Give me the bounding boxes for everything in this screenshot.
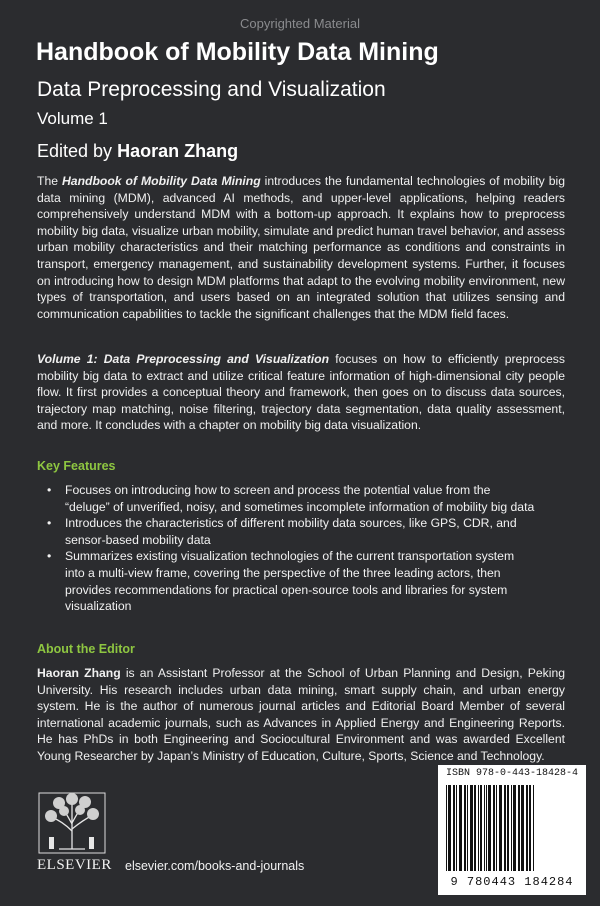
- barcode-digits: 9 780443 184284: [450, 875, 574, 889]
- book-subtitle: Data Preprocessing and Visualization: [37, 78, 386, 101]
- bullet-icon: •: [47, 549, 52, 564]
- book-title: Handbook of Mobility Data Mining: [36, 38, 439, 66]
- edited-by-label: Edited by: [37, 141, 113, 161]
- elsevier-tree-icon: [37, 791, 107, 855]
- list-item: [37, 482, 537, 515]
- barcode-bar: [526, 785, 528, 871]
- editor-line: [37, 141, 238, 162]
- bullet-icon: •: [47, 516, 52, 531]
- barcode-bar: [464, 785, 466, 871]
- key-features-list: [37, 482, 537, 615]
- barcode-bars: [444, 785, 580, 873]
- about-editor-heading: About the Editor: [37, 642, 135, 656]
- barcode-bar: [478, 785, 479, 871]
- publisher-url[interactable]: elsevier.com/books-and-journals: [125, 859, 305, 873]
- barcode-bar: [521, 785, 524, 871]
- list-item: [37, 515, 537, 548]
- intro-lead: The: [37, 174, 62, 188]
- barcode-bar: [529, 785, 531, 871]
- about-editor-name: Haoran Zhang: [37, 666, 121, 680]
- barcode-bar: [480, 785, 482, 871]
- about-editor-paragraph: [37, 665, 565, 765]
- barcode-bar: [486, 785, 487, 871]
- barcode-bar: [459, 785, 462, 871]
- isbn-label: ISBN 978-0-443-18428-4: [445, 768, 579, 779]
- barcode-bar: [499, 785, 502, 871]
- barcode-bar: [446, 785, 447, 871]
- barcode-bar: [488, 785, 491, 871]
- editor-name: Haoran Zhang: [117, 141, 239, 161]
- watermark: Copyrighted Material: [240, 16, 360, 31]
- barcode-bar: [470, 785, 473, 871]
- intro-paragraph: [37, 173, 565, 322]
- book-volume: Volume 1: [37, 109, 108, 128]
- barcode-bar: [448, 785, 451, 871]
- volume-title-ref: Volume 1: Data Preprocessing and Visualization: [37, 352, 330, 366]
- barcode-bar: [467, 785, 468, 871]
- barcode-bar: [513, 785, 516, 871]
- about-editor-text: is an Assistant Professor at the School of Urban Planning and Design, Peking University. His research includes urban data mining, smart supply chain, and urban energy system. He is the author of numerous journal articles and Editorial Board Member of several international academic journals, such as Advances in Applied Energy and Engineering Reports. He has PhDs in both Engineering and Sociocultural Environment and was awarded Excellent Young Researcher by Japan’s Ministry of Education, Culture, Sports, Science and Technology.: [37, 666, 566, 763]
- barcode: [438, 765, 586, 895]
- barcode-bar: [474, 785, 476, 871]
- intro-title-ref: Handbook of Mobility Data Mining: [61, 174, 261, 188]
- barcode-bar: [493, 785, 495, 871]
- key-features-heading: Key Features: [37, 459, 116, 473]
- barcode-bar: [456, 785, 457, 871]
- barcode-bar: [518, 785, 520, 871]
- volume-paragraph: [37, 351, 565, 434]
- volume-text: focuses on how to efficiently preprocess mobility big data to extract and utilize critical feature information of high-dimensional city people flow. It first provides a conceptual theory and framework, then goes on to discuss data sources, trajectory map matching, noise filtering, trajectory data segmentation, data quality assessment, and more. It concludes with a chapter on mobility big data visualization.: [37, 352, 565, 433]
- barcode-bar: [496, 785, 497, 871]
- barcode-bar: [507, 785, 509, 871]
- list-item: [37, 548, 537, 614]
- barcode-bar: [533, 785, 534, 871]
- feature-text: Introduces the characteristics of different mobility data sources, like GPS, CDR, and sensor-based mobility data: [65, 516, 517, 547]
- feature-text: Focuses on introducing how to screen and process the potential value from the “deluge” of unverified, noisy, and sometimes incomplete information of mobility big data: [65, 483, 535, 514]
- feature-text: Summarizes existing visualization technologies of the current transportation system into a multi-view frame, covering the perspective of the three leading actors, then provides recommendations for practical open-source tools and libraries for system visualization: [65, 549, 515, 614]
- barcode-bar: [511, 785, 512, 871]
- barcode-bar: [453, 785, 455, 871]
- barcode-bar: [484, 785, 485, 871]
- intro-text: introduces the fundamental technologies of mobility big data mining (MDM), advanced AI methods, and upper-level applications, helping readers comprehensively understand MDM with a bottom-up approach. It explains how to preprocess mobility big data, visualize urban mobility, simulate and predict human travel behavior, and assess urban mobility characteristics and their matching performance as conditions and constraints in transport, emergency management, and sustainability development systems. Further, it focuses on introducing how to design MDM platforms that adapt to the evolving mobility environment, new types of transportation, and users based on an integrated solution that utilizes sensing and communication capabilities to tackle the significant challenges that the MDM field faces.: [37, 174, 565, 321]
- publisher-name: ELSEVIER: [37, 857, 112, 873]
- barcode-bar: [504, 785, 506, 871]
- bullet-icon: •: [47, 483, 52, 497]
